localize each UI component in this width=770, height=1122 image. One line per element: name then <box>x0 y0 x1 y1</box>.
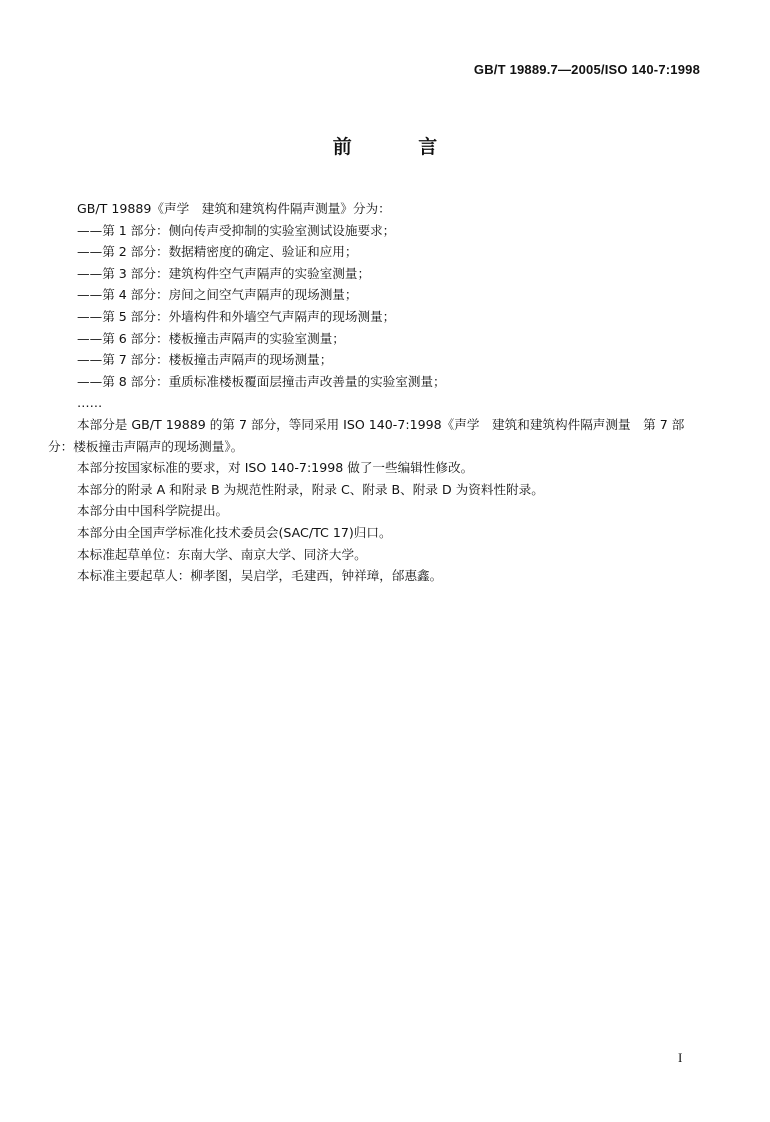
part-item-4: ——第 4 部分：房间之间空气声隔声的现场测量； <box>77 287 358 303</box>
page-number: I <box>678 1050 683 1065</box>
page-title: 前 言 <box>332 136 468 158</box>
paragraph-committee: 本部分由全国声学标准化技术委员会(SAC/TC 17)归口。 <box>77 524 392 540</box>
paragraph-proposer: 本部分由中国科学院提出。 <box>77 503 229 519</box>
part-item-8: ——第 8 部分：重质标准楼板覆面层撞击声改善量的实验室测量； <box>77 373 446 389</box>
paragraph-adoption: 本部分是 GB/T 19889 的第 7 部分，等同采用 ISO 140-7:1998《声学 建筑和建筑构件隔声测量 第 7 部分：楼板撞击声隔声的现场测量》。 <box>48 416 685 454</box>
foreword-body <box>48 198 708 587</box>
part-item-3: ——第 3 部分：建筑构件空气声隔声的实验室测量； <box>77 265 371 281</box>
paragraph-drafting-units: 本标准起草单位：东南大学、南京大学、同济大学。 <box>77 546 367 562</box>
paragraph-modification: 本部分按国家标准的要求，对 ISO 140-7:1998 做了一些编辑性修改。 <box>77 460 474 476</box>
ellipsis: …… <box>77 395 103 411</box>
paragraph-annexes: 本部分的附录 A 和附录 B 为规范性附录，附录 C、附录 B、附录 D 为资料性附录。 <box>77 481 544 497</box>
part-item-5: ——第 5 部分：外墙构件和外墙空气声隔声的现场测量； <box>77 308 396 324</box>
part-item-1: ——第 1 部分：侧向传声受抑制的实验室测试设施要求； <box>77 222 396 238</box>
intro-line: GB/T 19889《声学 建筑和建筑构件隔声测量》分为： <box>77 201 391 216</box>
part-item-6: ——第 6 部分：楼板撞击声隔声的实验室测量； <box>77 330 345 346</box>
part-item-2: ——第 2 部分：数据精密度的确定、验证和应用； <box>77 244 358 260</box>
paragraph-drafters: 本标准主要起草人：柳孝图，吴启学，毛建西，钟祥璋，邰惠鑫。 <box>77 568 443 584</box>
document-code: GB/T 19889.7—2005/ISO 140-7:1998 <box>473 62 700 77</box>
part-item-7: ——第 7 部分：楼板撞击声隔声的现场测量； <box>77 352 333 368</box>
